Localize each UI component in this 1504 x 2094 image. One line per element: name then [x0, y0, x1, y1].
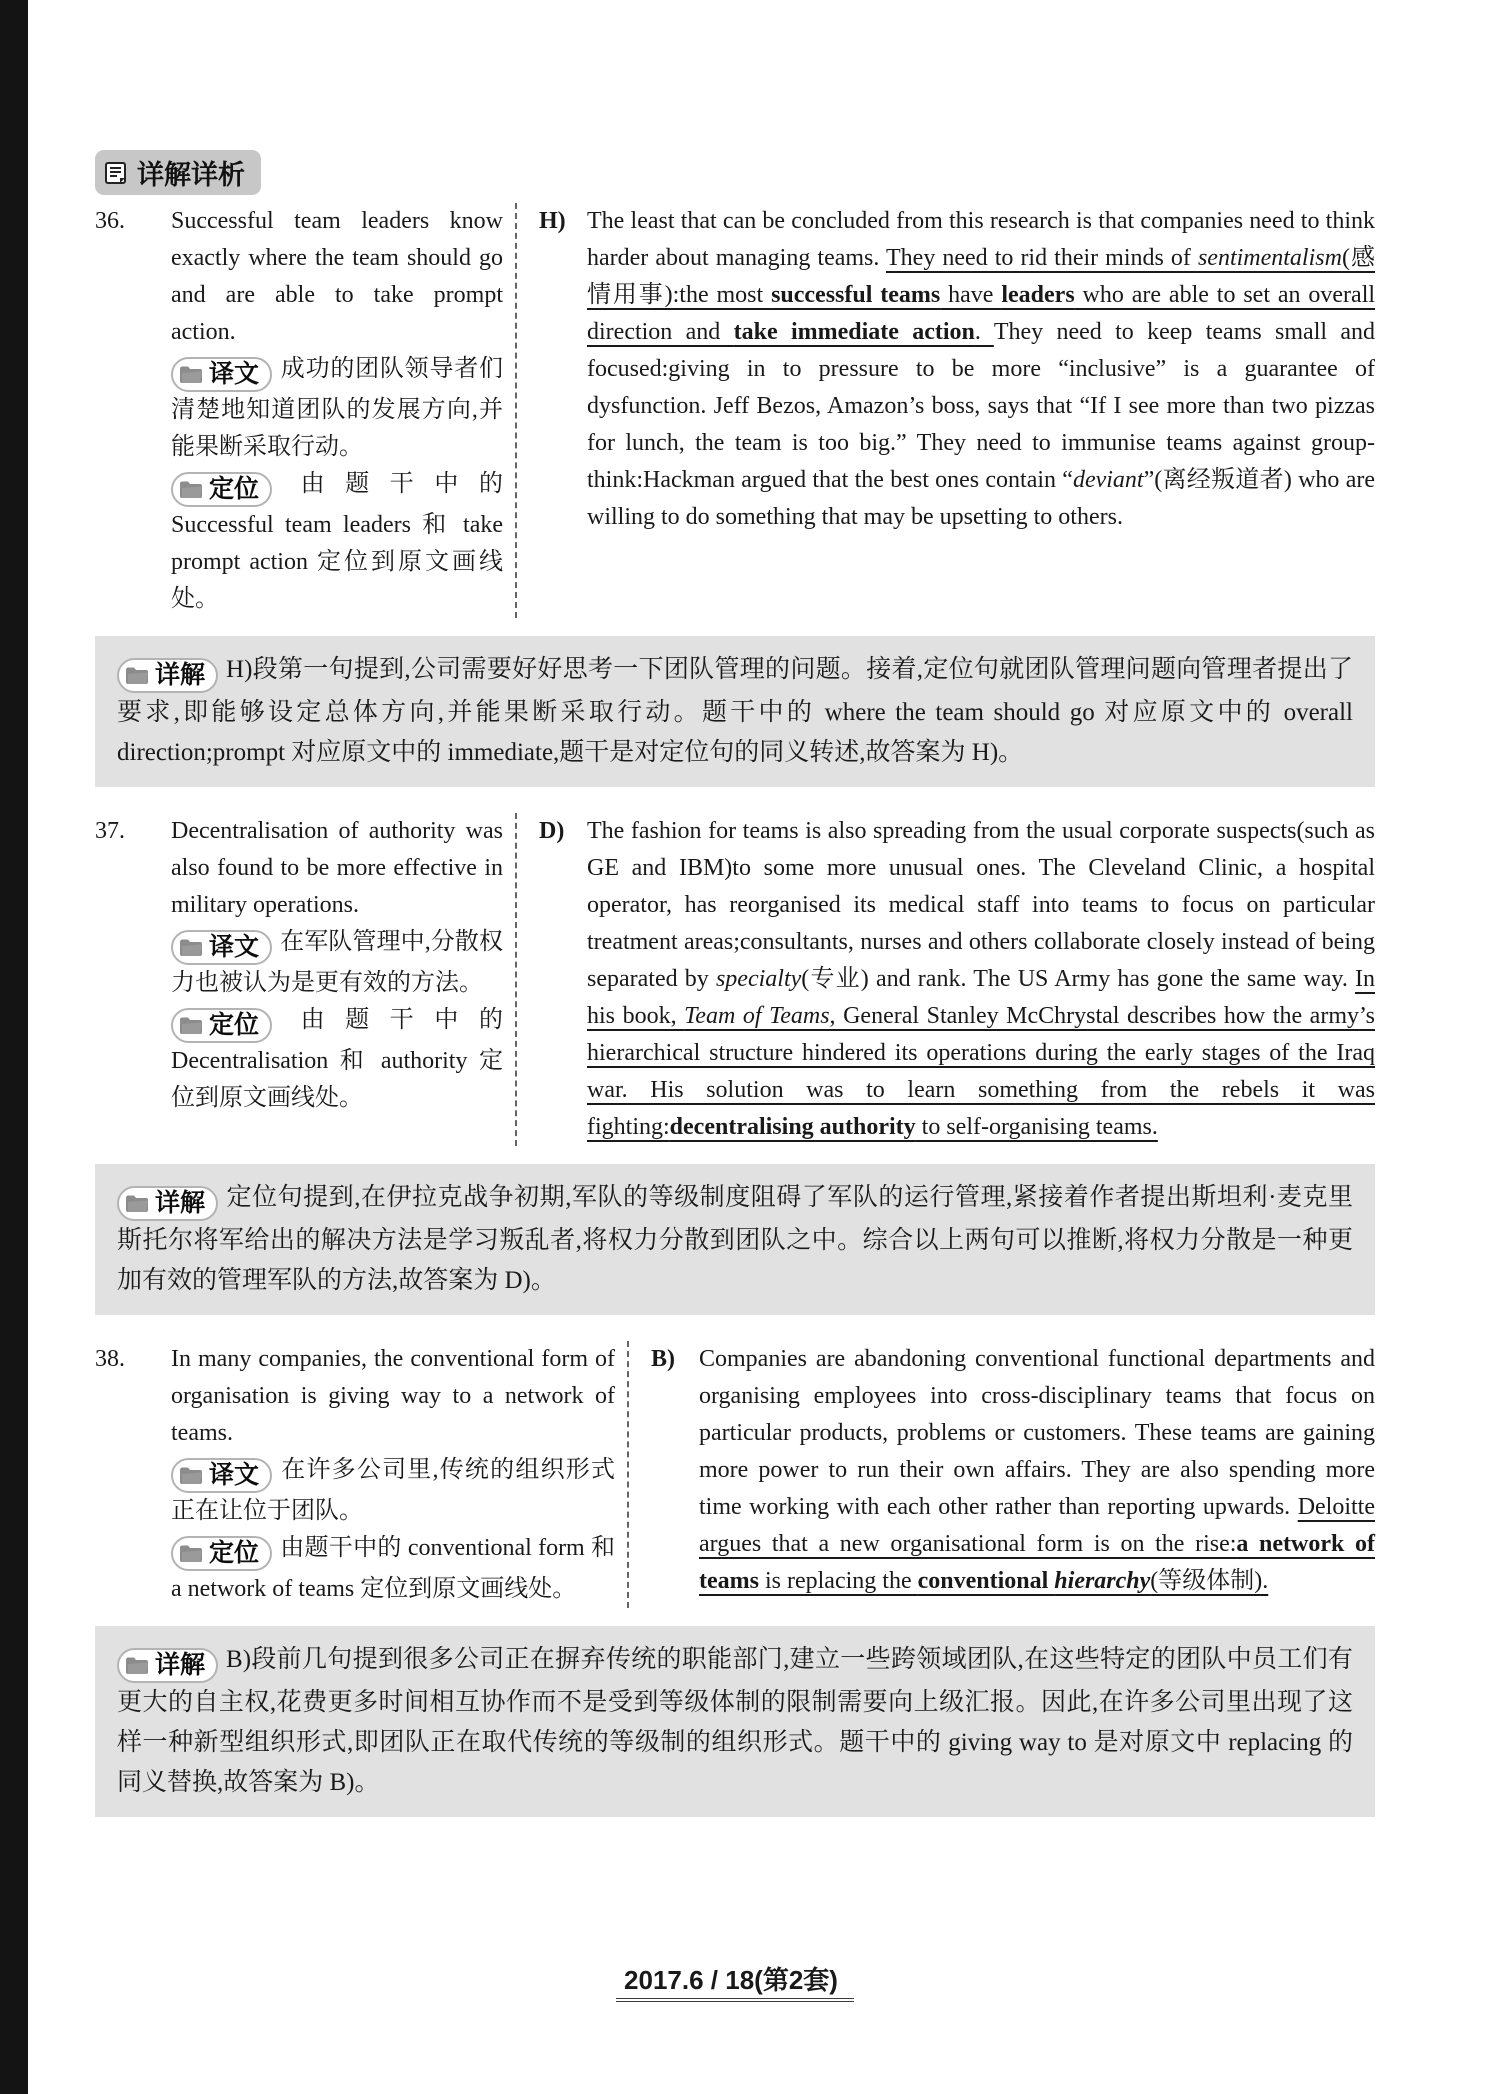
explain-text: 定位句提到,在伊拉克战争初期,军队的等级制度阻碍了军队的运行管理,紧接着作者提出斯坦利·麦克里斯托尔将军给出的解决方法是学习叛乱者,将权力分散到团队之中。综合以上两句可以推断,将权力分散是一种更加有效的管理军队的方法,故答案为 D)。: [117, 1184, 1353, 1294]
question-block-36: [95, 203, 1375, 618]
explain-badge: [117, 658, 218, 693]
question-number: 37.: [95, 818, 125, 844]
question-stem: Successful team leaders know exactly where the team should go and are able to take prompt action.: [171, 208, 503, 345]
option-column-37: [515, 813, 1375, 1146]
translation-paragraph: [171, 924, 503, 1002]
explain-paragraph: [117, 1178, 1353, 1301]
locate-badge: [171, 1008, 272, 1043]
question-column-36: [95, 203, 515, 618]
folder-icon: [125, 1194, 149, 1213]
option-column-36: [515, 203, 1375, 618]
translation-text: 在许多公司里,传统的组织形式正在让位于团队。: [171, 1457, 615, 1524]
explain-badge-label: 详解: [155, 661, 206, 689]
explain-box-36: [95, 636, 1375, 787]
explain-box-37: [95, 1164, 1375, 1315]
option-label: D): [539, 818, 565, 844]
folder-icon: [179, 1016, 203, 1035]
question-number: 38.: [95, 1346, 125, 1372]
translation-badge-label: 译文: [209, 933, 260, 961]
passage-text: The least that can be concluded from this research is that companies need to think harder about managing teams. They need to rid their minds of sentimentalism(感情用事):the most successful teams have leaders who are able to set an overall direction and take immediate action. They need to keep teams small and focused:giving in to pressure to be more “inclusive” is a guarantee of dysfunction. Jeff Bezos, Amazon’s boss, says that “If I see more than two pizzas for lunch, the team is too big.” They need to immunise teams against group-think:Hackman argued that the best ones contain “deviant”(离经叛道者) who are willing to do something that may be upsetting to others.: [587, 208, 1376, 530]
folder-icon: [179, 480, 203, 499]
question-body: [171, 813, 503, 1146]
folder-icon: [179, 365, 203, 384]
explain-badge-label: 详解: [155, 1189, 206, 1217]
question-stem: In many companies, the conventional form of organisation is giving way to a network of teams.: [171, 1346, 615, 1446]
question-column-38: [95, 1341, 627, 1608]
translation-text: 在军队管理中,分散权力也被认为是更有效的方法。: [171, 929, 503, 996]
explain-paragraph: [117, 1640, 1353, 1803]
translation-badge: [171, 930, 272, 965]
header-badge-label: 详解详析: [137, 160, 245, 190]
question-block-38: [95, 1341, 1375, 1608]
folder-icon: [125, 666, 149, 685]
passage-text: The fashion for teams is also spreading from the usual corporate suspects(such as GE and IBM)to some more unusual ones. The Cleveland Clinic, a hospital operator, has reorganised its medical staff into teams to focus on particular treatment areas;consultants, nurses and others collaborate closely instead of being separated by specialty(专业) and rank. The US Army has gone the same way. In his book, Team of Teams, General Stanley McChrystal describes how the army’s hierarchical structure hindered its operations during the early stages of the Iraq war. His solution was to learn something from the rebels it was fighting:decentralising authority to self-organising teams.: [587, 818, 1375, 1140]
translation-badge-label: 译文: [209, 1461, 260, 1489]
question-column-37: [95, 813, 515, 1146]
locate-badge-label: 定位: [209, 1539, 260, 1567]
explain-badge: [117, 1186, 218, 1221]
folder-icon: [179, 1466, 203, 1485]
page-content: [95, 0, 1375, 1817]
explain-paragraph: [117, 650, 1353, 773]
locate-text: 由题干中的 Decentralisation 和 authority 定位到原文画线处。: [171, 1007, 503, 1111]
translation-text: 成功的团队领导者们清楚地知道团队的发展方向,并能果断采取行动。: [171, 356, 503, 460]
option-column-38: [627, 1341, 1375, 1608]
locate-paragraph: [171, 466, 503, 618]
locate-paragraph: [171, 1530, 615, 1608]
locate-badge: [171, 1536, 272, 1571]
question-body: [171, 203, 503, 618]
locate-text: 由题干中的 conventional form 和 a network of teams 定位到原文画线处。: [171, 1535, 615, 1602]
footer-text: 2017.6 / 18(第2套): [616, 1965, 854, 2002]
translation-badge-label: 译文: [209, 360, 260, 388]
option-label: B): [651, 1346, 675, 1372]
question-stem: Decentralisation of authority was also found to be more effective in military operations.: [171, 818, 503, 918]
translation-paragraph: [171, 1452, 615, 1530]
translation-paragraph: [171, 351, 503, 466]
passage-text: Companies are abandoning conventional functional departments and organising employees into cross-disciplinary teams that focus on particular products, problems or customers. These teams are gaining more power to run their own affairs. They are also spending more time working with each other rather than reporting upwards. Deloitte argues that a new organisational form is on the rise:a network of teams is replacing the conventional hierarchy(等级体制).: [699, 1346, 1375, 1594]
explain-text: H)段第一句提到,公司需要好好思考一下团队管理的问题。接着,定位句就团队管理问题向管理者提出了要求,即能够设定总体方向,并能果断采取行动。题干中的 where the team should go 对应原文中的 overall direction;prompt 对应原文中的 immediate,题干是对定位句的同义转述,故答案为 H)。: [117, 656, 1353, 766]
explain-badge: [117, 1648, 218, 1683]
folder-icon: [179, 938, 203, 957]
explain-text: B)段前几句提到很多公司正在摒弃传统的职能部门,建立一些跨领域团队,在这些特定的团队中员工们有更大的自主权,花费更多时间相互协作而不是受到等级体制的限制需要向上级汇报。因此,在许多公司里出现了这样一种新型组织形式,即团队正在取代传统的等级制的组织形式。题干中的 giving way to 是对原文中 replacing 的同义替换,故答案为 B)。: [117, 1646, 1353, 1796]
folder-icon: [179, 1544, 203, 1563]
locate-badge-label: 定位: [209, 475, 260, 503]
book-spine: [0, 0, 28, 2094]
locate-text: 由题干中的 Successful team leaders 和 take prompt action 定位到原文画线处。: [171, 471, 503, 612]
section-header-badge: [95, 150, 261, 195]
document-icon: [103, 160, 129, 186]
locate-paragraph: [171, 1002, 503, 1117]
question-block-37: [95, 813, 1375, 1146]
explain-badge-label: 详解: [155, 1651, 206, 1679]
option-label: H): [539, 208, 566, 234]
question-body: [171, 1341, 615, 1608]
locate-badge-label: 定位: [209, 1011, 260, 1039]
folder-icon: [125, 1656, 149, 1675]
page-footer: [95, 1960, 1375, 1997]
explain-box-38: [95, 1626, 1375, 1817]
translation-badge: [171, 357, 272, 392]
question-number: 36.: [95, 208, 125, 234]
locate-badge: [171, 472, 272, 507]
translation-badge: [171, 1458, 272, 1493]
